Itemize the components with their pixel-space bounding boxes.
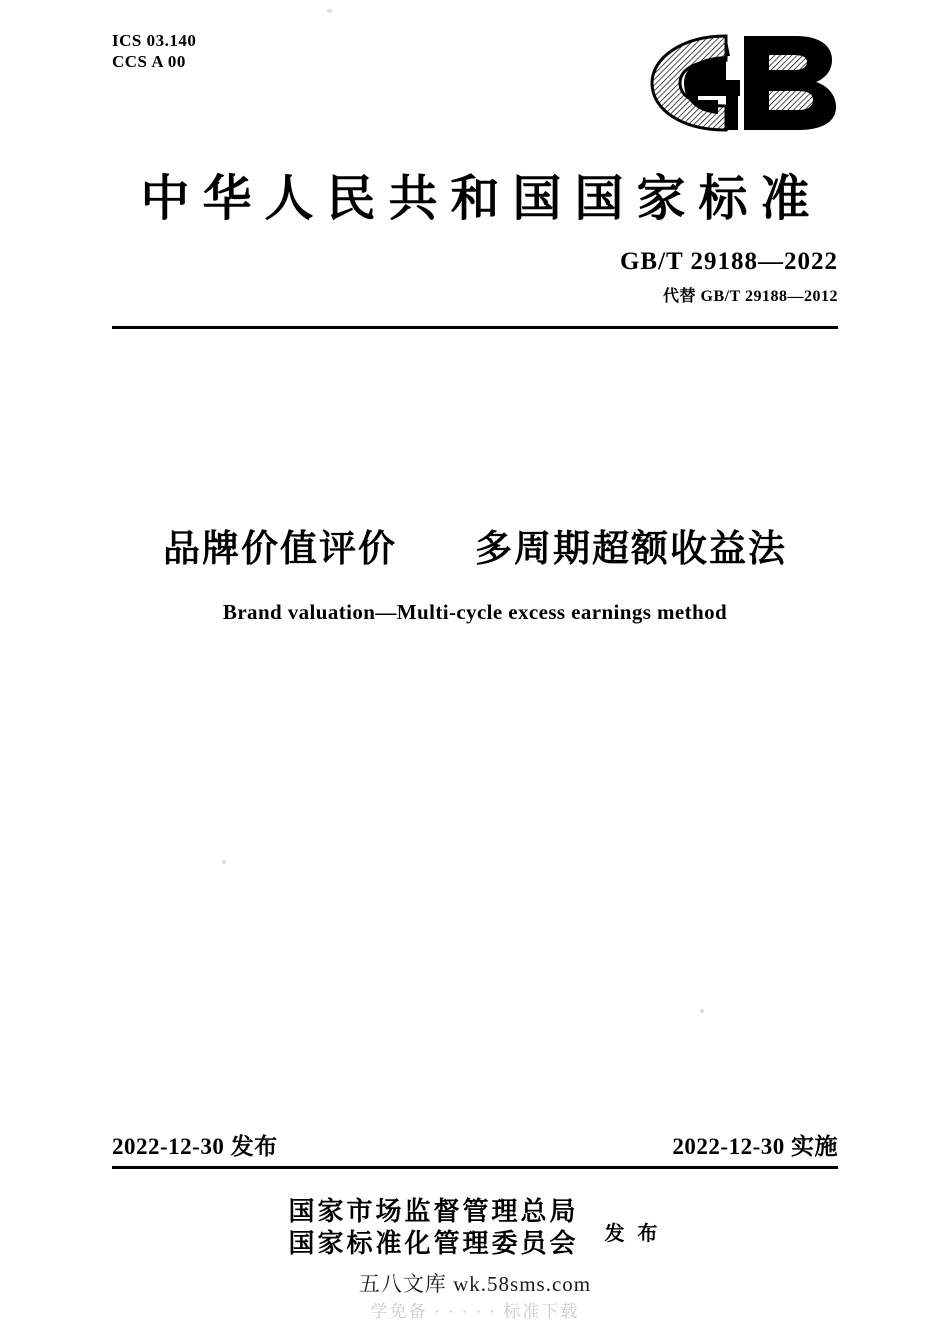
document-title-cn: 品牌价值评价 多周期超额收益法 — [163, 529, 787, 570]
ics-code: ICS 03.140 — [112, 31, 197, 50]
divider-top — [112, 326, 838, 329]
scan-speckle — [222, 860, 226, 864]
publish-label: 发 布 — [604, 1222, 662, 1245]
scan-speckle — [327, 9, 332, 13]
issuer-line-2: 国家标准化管理委员会 — [288, 1229, 579, 1258]
scan-speckle — [700, 1009, 704, 1013]
page-title: 中华人民共和国国家标准 — [140, 171, 823, 226]
document-title-en: Brand valuation—Multi-cycle excess earnings method — [222, 600, 728, 624]
divider-bottom — [112, 1166, 838, 1169]
watermark-subtext: 学免备 · · · · · 标准下载 — [370, 1302, 580, 1321]
classification-codes — [112, 30, 196, 72]
standard-number: GB/T 29188—2022 — [619, 248, 838, 275]
watermark-text: 五八文库 wk.58sms.com — [358, 1272, 592, 1296]
issuer-names — [288, 1196, 578, 1260]
ccs-code: CCS A 00 — [112, 52, 186, 71]
issuer-line-1: 国家市场监督管理总局 — [288, 1197, 579, 1226]
standard-replaces: 代替 GB/T 29188—2012 — [663, 288, 838, 305]
issuing-authorities — [0, 1196, 950, 1260]
gb-emblem-icon — [626, 28, 846, 138]
issue-date: 2022-12-30 发布 — [112, 1134, 278, 1159]
implementation-date: 2022-12-30 实施 — [672, 1134, 838, 1159]
